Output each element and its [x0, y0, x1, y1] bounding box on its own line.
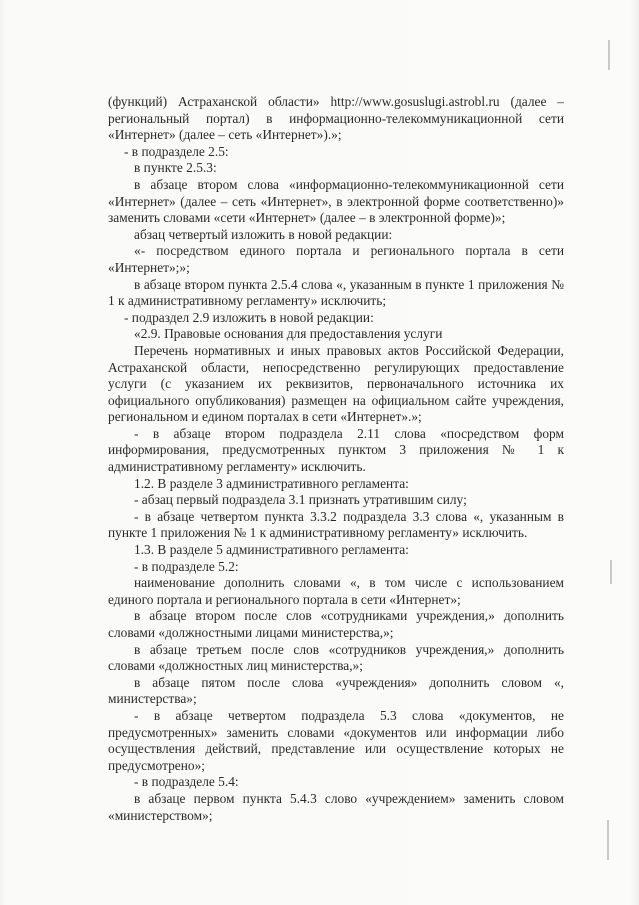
paragraph: «2.9. Правовые основания для предоставления услуги	[134, 326, 443, 342]
paragraph: 1.2. В разделе 3 административного регламента:	[134, 475, 409, 491]
paragraph: 1.3. В разделе 5 административного регламента:	[134, 542, 409, 558]
paragraph: - в абзаце четвертом подраздела 5.3 слова «документов, не предусмотренных» заменить словами «документов или информации либо осуществления действий, представление или осуществление которых не предусмотрено»;	[108, 707, 564, 773]
paragraph: - в абзаце втором подраздела 2.11 слова «посредством форм информирования, предусмотренных пунктом 3 приложения № 1 к административному регламенту» исключить.	[108, 425, 564, 475]
paragraph: - в абзаце четвертом пункта 3.3.2 подраздела 3.3 слова «, указанным в пункте 1 приложения № 1 к административному регламенту» исключить.	[108, 508, 564, 541]
paragraph: абзац четвертый изложить в новой редакции:	[134, 226, 393, 242]
paragraph: в пункте 2.5.3:	[134, 160, 217, 176]
paragraph: - в подразделе 5.4:	[134, 774, 239, 790]
paragraph: в абзаце первом пункта 5.4.3 слово «учреждением» заменить словом «министерством»;	[108, 790, 564, 823]
scan-edge-mark	[607, 820, 609, 860]
paragraph: - абзац первый подраздела 3.1 признать утратившим силу;	[134, 492, 467, 508]
scan-edge-mark	[608, 40, 610, 70]
scan-edge-mark	[610, 560, 612, 584]
paragraph: наименование дополнить словами «, в том числе с использованием единого портала и регионального портала в сети «Интернет»;	[108, 575, 564, 607]
paragraph: Перечень нормативных и иных правовых актов Российской Федерации, Астраханской области, непосредственно регулирующих предоставление услуги (с указанием их реквизитов, первоначального источника их официального опубликования) размещен на официальном сайте учреждения, региональном и едином порталах в сети «Интернет».»;	[108, 342, 564, 425]
paragraph: - в подразделе 5.2:	[134, 558, 239, 574]
paragraph: - подраздел 2.9 изложить в новой редакции:	[124, 309, 374, 325]
paragraph: в абзаце пятом после слова «учреждения» дополнить словом «, министерства»;	[108, 674, 564, 707]
document-body	[108, 94, 564, 824]
paragraph: в абзаце третьем после слов «сотрудников учреждения,» дополнить словами «должностных лиц министерства,»;	[108, 641, 564, 674]
paragraph: (функций) Астраханской области» http://www.gosuslugi.astrobl.ru (далее – региональный портал) в информационно-телекоммуникационной сети «Интернет» (далее – сеть «Интернет»).»;	[108, 94, 564, 143]
paragraph: «- посредством единого портала и регионального портала в сети «Интернет»;»;	[108, 243, 564, 275]
paragraph: в абзаце втором пункта 2.5.4 слова «, указанным в пункте 1 приложения № 1 к административному регламенту» исключить;	[108, 276, 564, 309]
paragraph: в абзаце втором слова «информационно-телекоммуникационной сети «Интернет» (далее – сеть «Интернет», в электронной форме соответственно)» заменить словами «сети «Интернет» (далее – в электронной форме)»;	[108, 176, 564, 226]
paragraph: в абзаце втором после слов «сотрудниками учреждения,» дополнить словами «должностными лицами министерства,»;	[108, 608, 564, 640]
paragraph: - в подразделе 2.5:	[124, 143, 229, 159]
